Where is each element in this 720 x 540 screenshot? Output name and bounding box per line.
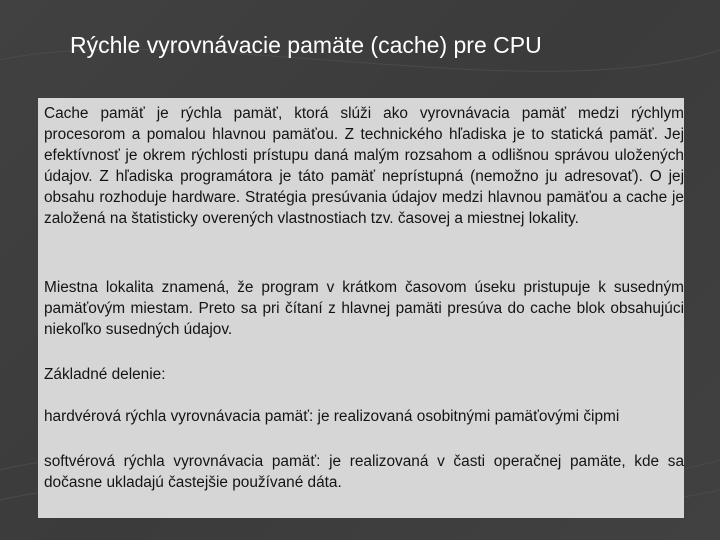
paragraph-software-cache: softvérová rýchla vyrovnávacia pamäť: je realizovaná v časti operačnej pamäte, kde sa dočasne ukladajú častejšie používané dáta. xyxy=(44,453,684,491)
paragraph-basic-division: Základné delenie: xyxy=(44,366,166,383)
slide-title: Rýchle vyrovnávacie pamäte (cache) pre CPU xyxy=(70,32,542,58)
paragraph-hardware-cache: hardvérová rýchla vyrovnávacia pamäť: je realizovaná osobitnými pamäťovými čipmi xyxy=(44,408,620,425)
paragraph-spatial-locality: Miestna lokalita znamená, že program v krátkom časovom úseku pristupuje k susedným pamäťovým miestam. Preto sa pri čítaní z hlavnej pamäti presúva do cache blok obsahujúci niekoľko susedných údajov. xyxy=(44,279,684,338)
paragraph-cache-definition: Cache pamäť je rýchla pamäť, ktorá slúži ako vyrovnávacia pamäť medzi rýchlym procesorom a pomalou hlavnou pamäťou. Z technického hľadiska je to statická pamäť. Jej efektívnosť je okrem rýchlosti prístupu daná malým rozsahom a odlišnou správou uložených údajov. Z hľadiska programátora je táto pamäť neprístupná (nemožno ju adresovať). O jej obsahu rozhoduje hardware. Stratégia presúvania údajov medzi hlavnou pamäťou a cache je založená na štatisticky overených vlastnostiach tzv. časovej a miestnej lokality. xyxy=(44,105,684,227)
